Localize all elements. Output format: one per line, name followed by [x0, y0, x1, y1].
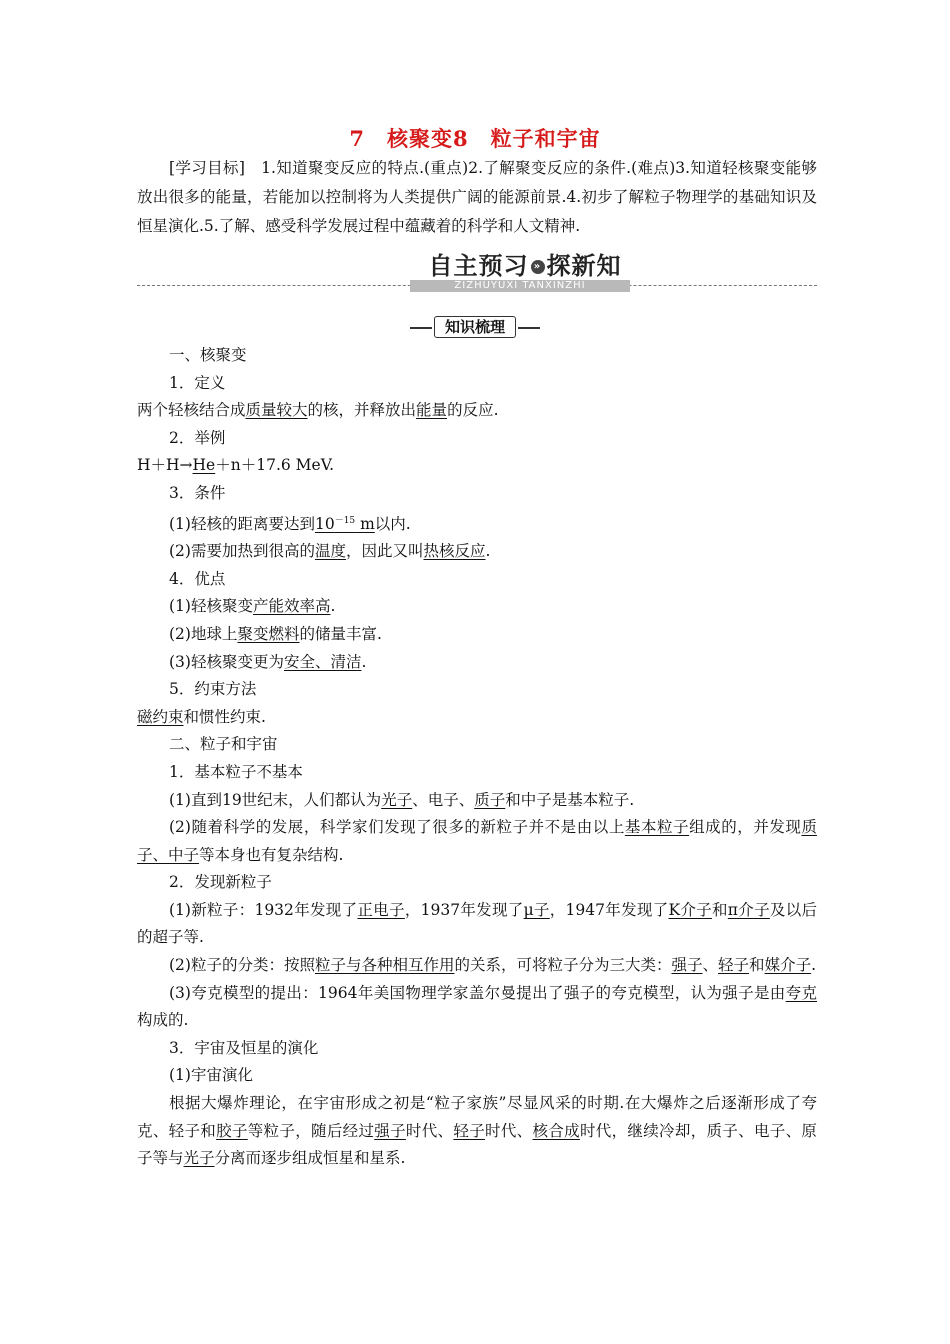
- tag-bar-left: [410, 327, 432, 329]
- universe-evolution-text: [137, 1090, 817, 1173]
- chevron-right-icon: »: [531, 260, 545, 274]
- blank-answer: 夸克: [785, 983, 817, 1002]
- blank-answer: 安全、清洁: [283, 652, 362, 671]
- text-run: 的关系，可将粒子分为三大类：: [454, 956, 672, 975]
- subheading-definition: 1．定义: [169, 373, 226, 392]
- elementary-2: [137, 814, 817, 869]
- blank-answer: 粒子与各种相互作用: [314, 956, 455, 975]
- subheading-universe-evolution: 3．宇宙及恒星的演化: [169, 1038, 319, 1057]
- condition-1: [137, 508, 817, 539]
- subheading-advantages: 4．优点: [169, 569, 226, 588]
- page-title: 7 核聚变8 粒子和宇宙: [349, 126, 601, 151]
- text-run: 时代、: [485, 1121, 533, 1140]
- blank-answer: [315, 515, 375, 533]
- subheading-confinement: 5．约束方法: [169, 680, 257, 699]
- text-run: 根据大爆炸理论，在宇宙形成之初是“粒子家族”尽显风采的时期.在大爆炸之后逐渐形成了夸克、轻子和: [137, 1094, 817, 1140]
- text-run: 两个轻核结合成: [137, 401, 246, 420]
- blank-answer: 光子: [381, 790, 413, 809]
- text-run: 等粒子，随后经过: [247, 1121, 375, 1140]
- blank-answer: K介子: [668, 900, 712, 919]
- reaction-equation: [137, 452, 817, 480]
- text-run: 时代、: [405, 1121, 454, 1140]
- text-run: 和: [711, 900, 728, 919]
- text-run: 构成的.: [137, 1011, 189, 1030]
- learning-goals: [学习目标] 1.知道聚变反应的特点.(重点)2.了解聚变反应的条件.(难点)3.知道轻核聚变能够放出很多的能量，若能加以控制将为人类提供广阔的能源前景.4.初步了解粒子物理学的基础知识及恒星演化.5.了解、感受科学发展过程中蕴藏着的科学和人文精神.: [137, 159, 817, 235]
- text-run: (3)轻核聚变更为: [169, 652, 284, 671]
- text-run: ，1947年发现了: [549, 900, 669, 919]
- text-run: (1)轻核的距离要达到: [169, 514, 315, 533]
- text-run: (2)需要加热到很高的: [169, 542, 315, 561]
- blank-answer: 媒介子: [764, 956, 812, 975]
- new-particles-1: [137, 897, 817, 952]
- subheading-example: 2．举例: [169, 428, 226, 447]
- condition-2: [137, 538, 817, 566]
- blank-answer: 能量: [416, 401, 448, 420]
- confinement-line: [137, 704, 817, 732]
- heading-fusion: 一、核聚变: [169, 346, 247, 364]
- text-run: 组成的，并发现: [689, 818, 802, 837]
- text-run: 、: [702, 956, 719, 975]
- knowledge-summary-tag: [0, 316, 950, 338]
- section-banner: [0, 250, 950, 295]
- text-run: 和中子是基本粒子.: [505, 790, 635, 809]
- text-run: .: [361, 652, 367, 671]
- new-particles-2: [137, 952, 817, 980]
- subheading-elementary: 1．基本粒子不基本: [169, 762, 303, 781]
- subheading-conditions: 3．条件: [169, 483, 226, 502]
- advantage-1: [137, 593, 817, 621]
- blank-answer: 聚变燃料: [237, 624, 300, 643]
- text-run: ，因此又叫: [345, 542, 424, 561]
- blank-answer: 强子: [374, 1121, 406, 1140]
- advantage-2: [137, 621, 817, 649]
- text-run: ，1937年发现了: [404, 900, 524, 919]
- content-body: [137, 342, 817, 1173]
- tag-bar-right: [518, 327, 540, 329]
- heading-particles-universe: 二、粒子和宇宙: [169, 735, 278, 754]
- blank-answer: 热核反应: [423, 542, 486, 561]
- blank-answer: 质量较大: [245, 401, 308, 420]
- text-run: 等本身也有复杂结构.: [199, 845, 344, 864]
- text-run: 和: [749, 956, 765, 975]
- universe-evolution-label: (1)宇宙演化: [169, 1066, 253, 1085]
- blank-answer: 核合成: [532, 1121, 580, 1140]
- banner-subtitle: ZIZHUYUXI TANXINZHI: [410, 280, 630, 292]
- blank-answer: 强子: [671, 956, 703, 975]
- blank-answer: 磁约束: [137, 707, 184, 726]
- blank-answer: He: [192, 456, 216, 475]
- subheading-new-particles: 2．发现新粒子: [169, 873, 272, 892]
- text-run: (2)地球上: [169, 624, 238, 643]
- tag-label: 知识梳理: [434, 316, 516, 338]
- text-run: 分离而逐步组成恒星和星系.: [214, 1149, 406, 1168]
- definition-line: [137, 397, 817, 425]
- text-run: 及以后的超子等.: [137, 900, 817, 947]
- text-run: －15: [334, 515, 356, 526]
- text-run: (1)轻核聚变: [169, 597, 253, 616]
- text-run: m: [355, 514, 375, 533]
- text-run: .: [485, 542, 491, 561]
- text-run: .: [330, 597, 336, 616]
- new-particles-3: [137, 980, 817, 1035]
- blank-answer: 光子: [183, 1149, 215, 1168]
- text-run: H＋H→: [137, 456, 193, 475]
- blank-answer: 温度: [314, 542, 346, 561]
- blank-answer: 质子: [474, 790, 506, 809]
- banner-title: [410, 250, 640, 282]
- advantage-3: [137, 649, 817, 677]
- text-run: 的反应.: [447, 401, 499, 420]
- blank-answer: π介子: [727, 900, 770, 919]
- text-run: 的储量丰富.: [299, 624, 382, 643]
- text-run: 的核，并释放出: [307, 401, 417, 420]
- text-run: 时代，继续冷却，质子、电子、原子等与: [137, 1121, 817, 1168]
- blank-answer: 基本粒子: [624, 818, 690, 837]
- banner-title-right: 探新知: [546, 252, 622, 280]
- text-run: (2)粒子的分类：按照: [169, 956, 315, 975]
- blank-answer: 胶子: [216, 1121, 248, 1140]
- text-run: 10: [314, 514, 335, 533]
- text-run: (3)夸克模型的提出：1964年美国物理学家盖尔曼提出了强子的夸克模型，认为强子是由: [169, 983, 786, 1002]
- blank-answer: 质子、中子: [137, 818, 817, 864]
- elementary-1: [137, 787, 817, 815]
- text-run: 以内.: [374, 514, 411, 533]
- text-run: (1)直到19世纪末，人们都认为: [169, 790, 382, 809]
- text-run: ＋n＋17.6 MeV.: [215, 456, 335, 475]
- text-run: (2)随着科学的发展，科学家们发现了很多的新粒子并不是由以上: [169, 818, 625, 837]
- text-run: 和惯性约束.: [183, 707, 266, 726]
- blank-answer: 轻子: [453, 1121, 486, 1140]
- blank-answer: μ子: [523, 900, 550, 919]
- blank-answer: 轻子: [718, 956, 750, 975]
- text-run: 、电子、: [412, 790, 475, 809]
- blank-answer: 正电子: [357, 900, 405, 919]
- text-run: (1)新粒子：1932年发现了: [169, 900, 358, 919]
- text-run: .: [811, 956, 817, 975]
- blank-answer: 产能效率高: [252, 597, 331, 616]
- banner-title-left: 自主预习: [428, 252, 529, 280]
